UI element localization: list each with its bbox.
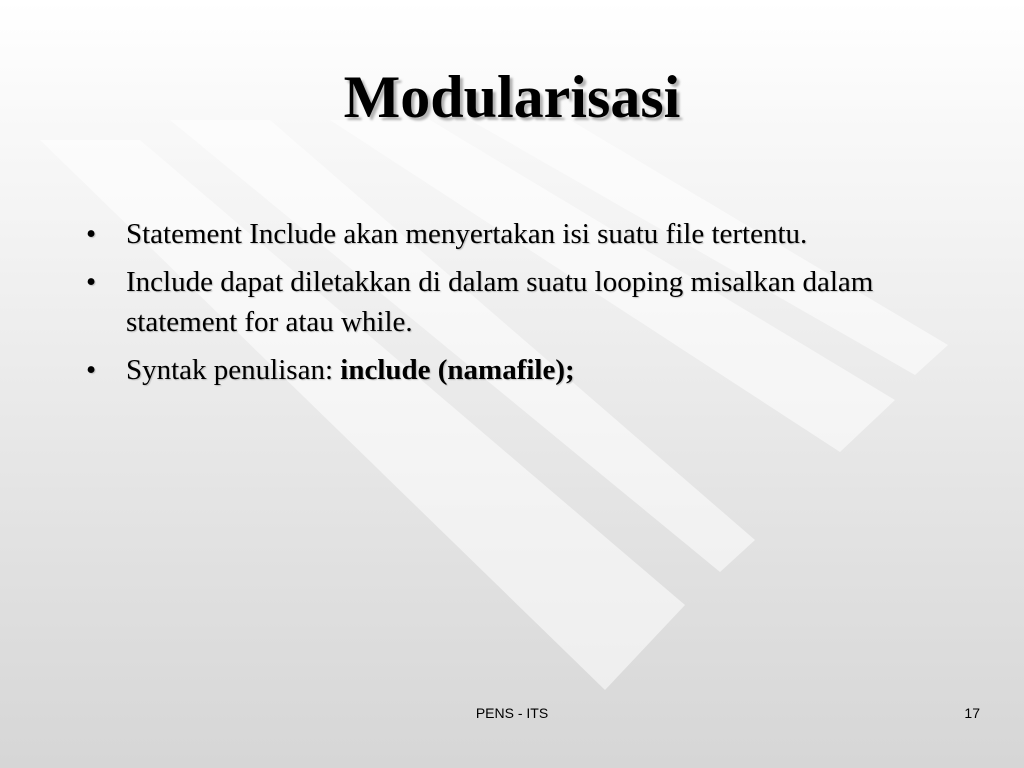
syntax-code: include (namafile); (340, 354, 575, 386)
bullet-text: Statement Include akan menyertakan isi suatu file tertentu. (126, 218, 808, 250)
bullet-text: Include dapat diletakkan di dalam suatu looping misalkan dalam statement for atau while. (126, 266, 874, 338)
page-number: 17 (964, 705, 980, 721)
bullet-item-3 (84, 350, 944, 390)
bullet-list (84, 214, 944, 398)
footer-label: PENS - ITS (475, 705, 549, 721)
bullet-text: Syntak penulisan: (126, 354, 341, 386)
bullet-item-2 (84, 262, 944, 342)
bullet-item-1 (84, 214, 944, 254)
bullet-dot-icon: • (86, 266, 97, 298)
slide-title: Modularisasi (343, 64, 681, 130)
bullet-dot-icon: • (86, 218, 97, 250)
bullet-dot-icon: • (86, 354, 97, 386)
